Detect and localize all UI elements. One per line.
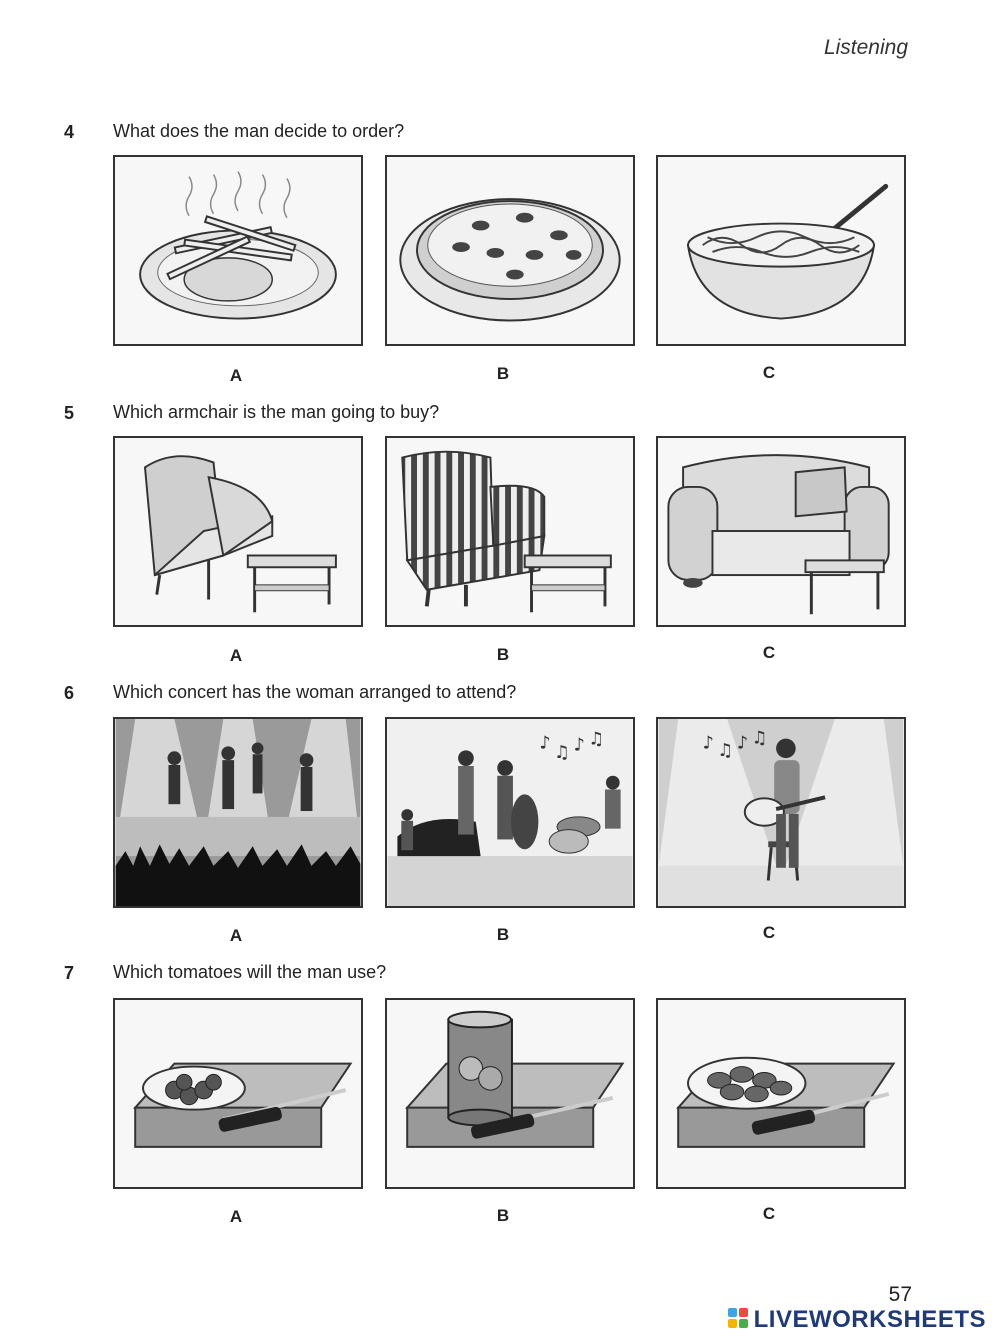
- question-text: Which concert has the woman arranged to attend?: [113, 682, 517, 702]
- option-letter: A: [229, 926, 243, 945]
- option-letter: C: [762, 1204, 776, 1223]
- solo-guitarist-illustration: [658, 719, 904, 906]
- option-letter: B: [496, 925, 510, 944]
- option-letter: A: [229, 366, 243, 385]
- svg-text:♫: ♫: [751, 728, 768, 749]
- liveworksheets-logo-icon: [728, 1308, 750, 1332]
- page-number: 57: [888, 1283, 912, 1306]
- option-picture-striped-armchair[interactable]: [385, 436, 635, 627]
- pizza-illustration: [387, 157, 633, 344]
- option-letter: C: [762, 363, 776, 382]
- option-picture-rock-concert[interactable]: [113, 717, 363, 908]
- spaghetti-illustration: [658, 157, 904, 344]
- svg-text:♫: ♫: [717, 741, 734, 762]
- question-text: Which armchair is the man going to buy?: [113, 402, 440, 422]
- svg-text:♪: ♪: [539, 733, 551, 754]
- question-text: Which tomatoes will the man use?: [113, 962, 387, 982]
- brand-logo: [728, 1306, 986, 1334]
- option-letter: B: [496, 364, 510, 383]
- question-text: What does the man decide to order?: [113, 121, 405, 141]
- jazz-band-illustration: [387, 719, 633, 906]
- option-letter: A: [229, 1207, 243, 1226]
- chicken-fries-illustration: [115, 157, 361, 344]
- option-picture-bowl-spaghetti[interactable]: [656, 155, 906, 346]
- option-picture-solo-guitarist[interactable]: [656, 717, 906, 908]
- option-letter: B: [496, 1206, 510, 1225]
- option-picture-jazz-band[interactable]: [385, 717, 635, 908]
- option-letter: B: [496, 645, 510, 664]
- whole-tomatoes-illustration: [115, 1000, 361, 1187]
- option-picture-tinned-tomatoes[interactable]: [385, 998, 635, 1189]
- question-number: 5: [64, 403, 75, 423]
- svg-text:♪: ♪: [702, 733, 714, 754]
- option-letter: A: [229, 646, 243, 665]
- option-picture-plate-chicken-fries[interactable]: [113, 155, 363, 346]
- svg-text:♫: ♫: [588, 729, 605, 750]
- svg-text:♪: ♪: [573, 735, 585, 756]
- option-letter: C: [762, 923, 776, 942]
- tinned-tomatoes-illustration: [387, 1000, 633, 1187]
- section-title: Listening: [823, 36, 908, 59]
- option-picture-sofa-armchair[interactable]: [656, 436, 906, 627]
- rock-concert-illustration: [115, 719, 361, 906]
- option-picture-sliced-tomatoes[interactable]: [656, 998, 906, 1189]
- option-letter: C: [762, 643, 776, 662]
- sliced-tomatoes-illustration: [658, 1000, 904, 1187]
- svg-text:♪: ♪: [736, 733, 749, 754]
- option-picture-whole-tomatoes[interactable]: [113, 998, 363, 1189]
- striped-armchair-illustration: [387, 438, 633, 625]
- option-picture-wingback-armchair[interactable]: [113, 436, 363, 627]
- brand-name: LIVEWORKSHEETS: [753, 1306, 986, 1333]
- question-number: 7: [64, 963, 75, 983]
- wingback-armchair-illustration: [115, 438, 361, 625]
- option-picture-pizza[interactable]: [385, 155, 635, 346]
- svg-text:♫: ♫: [554, 743, 570, 764]
- question-number: 6: [64, 683, 75, 703]
- question-number: 4: [64, 122, 75, 142]
- sofa-armchair-illustration: [658, 438, 904, 625]
